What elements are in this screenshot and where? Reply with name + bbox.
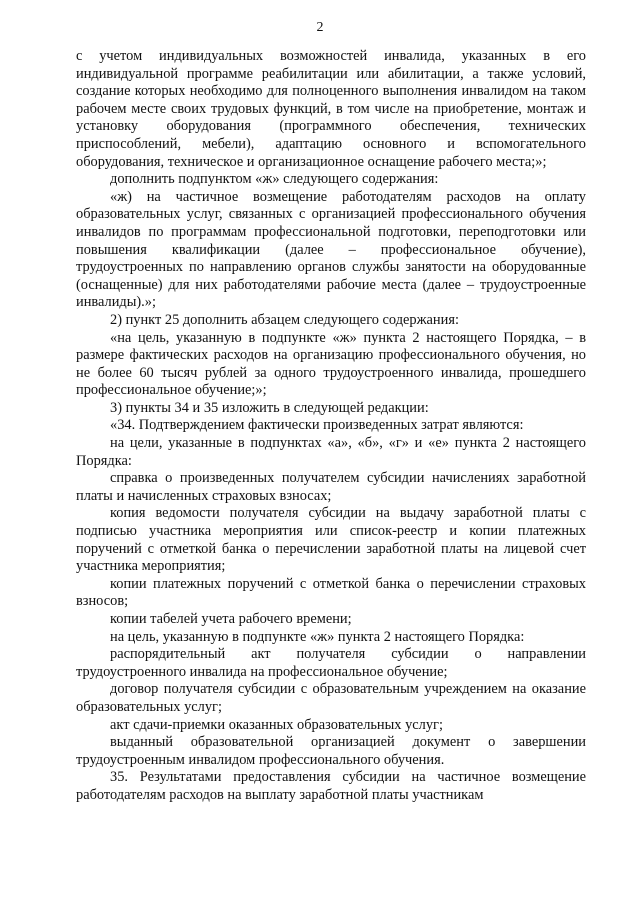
list-item-payroll-copy: копия ведомости получателя субсидии на выдачу заработной платы с подписью участника мероприятия или список-реестр и копии платежных поручений с отметкой банка о перечислении заработной платы на лицевой счет участника мероприятия; [76, 505, 586, 575]
list-item-timesheets: копии табелей учета рабочего времени; [110, 611, 352, 627]
paragraph-subpoint-zh: «ж) на частичное возмещение работодателям расходов на оплату образовательных услуг, связанных с организацией профессионального обучения инвалидов по программам профессиональной подготовки, переподготовки или повышения квалификации (далее – профессиональное обучение), трудоустроенных по направлению органов службы занятости на оборудованные (оснащенные) для них работодателями рабочие места (далее – трудоустроенные инвалиды).»; [76, 188, 586, 311]
paragraph-goal-zh: на цель, указанную в подпункте «ж» пункта 2 настоящего Порядка: [110, 628, 525, 645]
paragraph-item-35: 35. Результатами предоставления субсидии на частичное возмещение работодателям расходов на выплату заработной платы участникам [76, 769, 586, 803]
document-body [76, 48, 586, 805]
list-item-education-contract: договор получателя субсидии с образовательным учреждением на оказание образовательных услуг; [76, 681, 586, 715]
paragraph-add-subpoint: дополнить подпунктом «ж» следующего содержания: [110, 171, 439, 188]
list-item-payment-orders: копии платежных поручений с отметкой банка о перечислении страховых взносов; [76, 575, 586, 610]
paragraph-goals-a-b-g-e: на цели, указанные в подпунктах «а», «б», «г» и «е» пункта 2 настоящего Порядка: [76, 435, 586, 469]
list-item-acceptance-act: акт сдачи-приемки оказанных образовательных услуг; [110, 716, 443, 733]
page-number: 2 [316, 20, 324, 35]
paragraph-point-25-text: «на цель, указанную в подпункте «ж» пункта 2 настоящего Порядка, – в размере фактических расходов на организацию профессионального обучения, но не более 60 тысяч рублей за одного трудоустроенного инвалида, прошедшего профессиональное обучение;»; [76, 329, 586, 399]
paragraph-item-34: «34. Подтверждением фактически произведенных затрат являются: [110, 417, 524, 434]
list-item-administrative-act: распорядительный акт получателя субсидии о направлении трудоустроенного инвалида на профессиональное обучение; [76, 646, 586, 680]
list-item-salary-certificate: справка о произведенных получателем субсидии начислениях заработной платы и начисленных страховых взносах; [76, 470, 586, 504]
paragraph-continuation: с учетом индивидуальных возможностей инвалида, указанных в его индивидуальной программе реабилитации или абилитации, а также условий, создание которых необходимо для полноценного выполнения инвалидом на таком рабочем месте своих трудовых функций, в том числе на приобретение, монтаж и установку оборудования (программного обеспечения, технических приспособлений, мебели), адаптацию основного и вспомогательного оборудования, техническое и организационное оснащение рабочего места;»; [76, 48, 586, 170]
paragraph-point-3: 3) пункты 34 и 35 изложить в следующей редакции: [110, 399, 429, 416]
list-item-completion-document: выданный образовательной организацией документ о завершении трудоустроенным инвалидом профессионального обучения. [76, 734, 586, 768]
paragraph-point-2: 2) пункт 25 дополнить абзацем следующего содержания: [110, 311, 459, 328]
